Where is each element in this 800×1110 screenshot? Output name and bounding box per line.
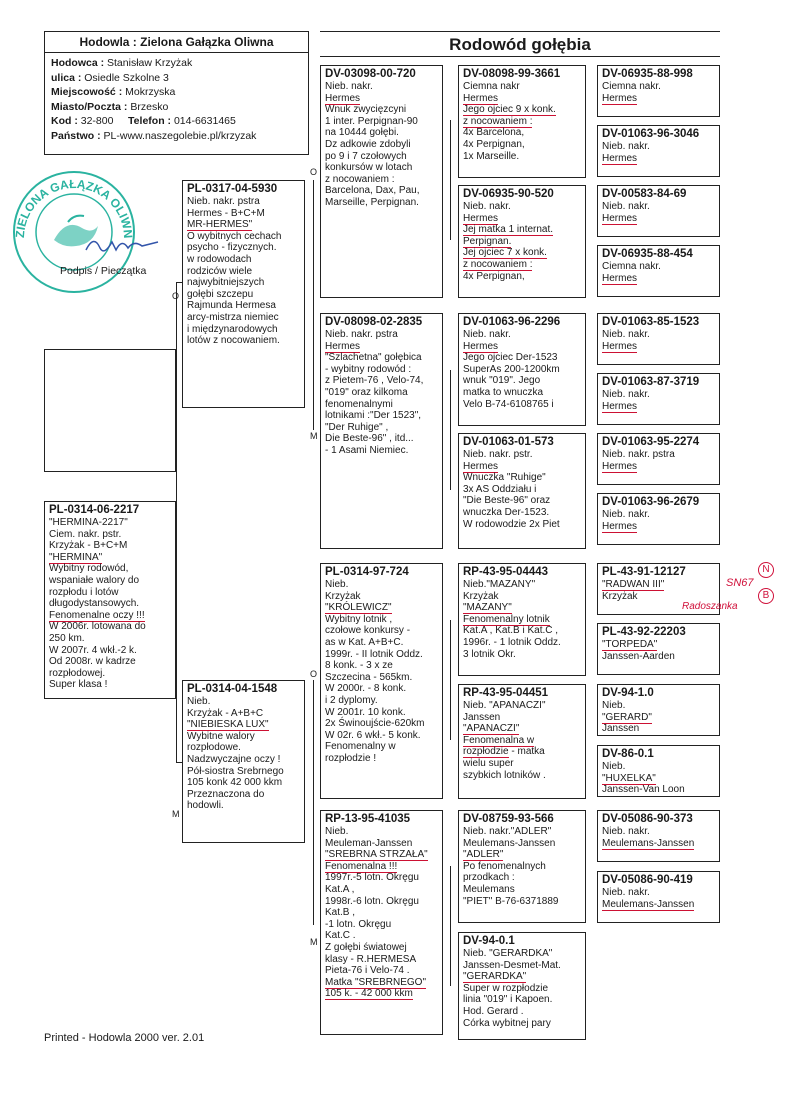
subject-ring-number: PL-0314-06-2217	[49, 504, 140, 516]
gen4-ring-number: DV-01063-87-3719	[602, 376, 700, 388]
signature-icon	[82, 230, 162, 260]
svg-text:ZIELONA GAŁĄZKA OLIWNA: ZIELONA GAŁĄZKA OLIWN	[12, 176, 136, 239]
loft-title: Hodowla : Zielona Gałązka Oliwna	[45, 32, 308, 53]
gen4-description: Nieb. nakr.	[602, 141, 650, 152]
mother-pigeon: PL-0314-04-1548 Nieb. Krzyżak - A+B+C "NIEBIESKA LUX" Wybitne walory rozpłodowe. Nadzwyczajne oczy ! Pół-siostra Srebrnego 105 konk 42 000 kkm Przeznaczona do hodowli.	[182, 680, 305, 843]
gen4-ring-number: PL-43-92-22203	[602, 626, 686, 638]
gen4-ring-number: DV-05086-90-373	[602, 813, 693, 825]
gen4-breeder: Krzyżak	[602, 590, 638, 602]
gen4-description: Nieb. nakr.	[602, 826, 650, 837]
gen4-breeder: Janssen-Aarden	[602, 650, 675, 662]
dam-marker: M	[172, 809, 180, 819]
gen4-name: Meulemans-Janssen	[602, 898, 695, 910]
gen4-description: Ciemna nakr.	[602, 261, 661, 272]
gen4-description: Nieb. nakr.	[602, 329, 650, 340]
father-pigeon: PL-0317-04-5930 Nieb. nakr. pstra Hermes - B+C+M MR-HERMES" O wybitnych cechach psycho - fizycznych. w rodowodach rodziców wiele najwybitniejszych gołębi szczepu Rajmunda Hermesa arcy-mistrza niemiec i międzynarodowych lotów z nocowaniem.	[182, 180, 305, 408]
gen4-name: Hermes	[602, 92, 638, 104]
photo-box	[44, 349, 176, 472]
handwritten-note-radoszanka: Radoszanka	[682, 601, 738, 612]
gen4-ring-number: DV-01063-96-3046	[602, 128, 700, 140]
fmf-pigeon: DV-01063-96-2296 Nieb. nakr. Hermes Jego ojciec Der-1523 SuperAs 200-1200km wnuk "019". Jego matka to wnuczka Velo B-74-6108765 i	[458, 313, 586, 426]
gen4-name: Hermes	[602, 212, 638, 224]
gen4-pigeon	[597, 373, 720, 425]
gen4-ring-number: DV-06935-88-454	[602, 248, 693, 260]
gen4-pigeon	[597, 810, 720, 862]
gen4-name: Meulemans-Janssen	[602, 837, 695, 849]
document-title: Rodowód gołębia	[320, 31, 720, 57]
handwritten-note-sn: SN67	[726, 577, 754, 589]
gen4-pigeon	[597, 493, 720, 545]
breeder-row: Hodowca : Stanisław Krzyżak	[51, 57, 193, 69]
gen4-ring-number: DV-01063-95-2274	[602, 436, 700, 448]
gen4-name: Hermes	[602, 152, 638, 164]
gen4-name: Hermes	[602, 272, 638, 284]
gen4-description: Nieb.	[602, 761, 626, 772]
gen4-pigeon	[597, 871, 720, 923]
mm-pigeon: RP-13-95-41035 Nieb. Meuleman-Janssen "SREBRNA STRZAŁA" Fenomenalna !!! 1997r.-5 lotn. Okręgu Kat.A , 1998r.-6 lotn. Okręgu Kat.B , -1 lotn. Okręgu Kat.C . Z gołębi światowej klasy - R.HERMESA Pieta-76 i Velo-74 . Matka "SREBRNEGO" 105 k. - 42 000 kkm	[320, 810, 443, 1035]
town-row: Miejscowość : Mokrzyska	[51, 86, 176, 98]
street-row: ulica : Osiedle Szkolne 3	[51, 71, 169, 84]
gen4-ring-number: DV-94-1.0	[602, 687, 654, 699]
fmm-pigeon: DV-01063-01-573 Nieb. nakr. pstr. Hermes Wnuczka "Ruhige" 3x AS Oddziału i "Die Beste-96" oraz wnuczka Der-1523. W rodowodzie 2x Piet	[458, 433, 586, 549]
gen4-pigeon	[597, 65, 720, 117]
gen4-pigeon	[597, 684, 720, 736]
gen4-pigeon	[597, 433, 720, 485]
ffm-pigeon: DV-06935-90-520 Nieb. nakr. Hermes Jej matka 1 internat. Perpignan. Jej ojciec 7 x konk. z nocowaniem : 4x Perpignan,	[458, 185, 586, 298]
gen4-ring-number: DV-00583-84-69	[602, 188, 687, 200]
gen4-breeder: Janssen-Van Loon	[602, 784, 685, 796]
footer-printed: Printed - Hodowla 2000 ver. 2.01	[44, 1032, 205, 1044]
father-name: MR-HERMES"	[187, 219, 253, 231]
gen4-ring-number: DV-86-0.1	[602, 748, 654, 760]
gen4-name: Hermes	[602, 460, 638, 472]
gen4-pigeon	[597, 313, 720, 365]
handwritten-circle-b: B	[758, 588, 774, 604]
code-phone-row: Kod : 32-800 Telefon : 014-6631465	[51, 115, 236, 127]
breeder-info-box	[44, 31, 309, 155]
mmm-pigeon: DV-94-0.1 Nieb. "GERARDKA" Janssen-Desmet-Mat. "GERARDKA" Super w rozpłodzie linia "019" i Kapoen. Hod. Gerard . Córka wybitnej pary	[458, 932, 586, 1040]
gen4-description: Nieb.	[602, 700, 626, 711]
gen4-ring-number: PL-43-91-12127	[602, 566, 686, 578]
mmf-pigeon: DV-08759-93-566 Nieb. nakr."ADLER" Meulemans-Janssen "ADLER" Po fenomenalnych przodkach : Meulemans "PIET" B-76-6371889	[458, 810, 586, 923]
gen4-ring-number: DV-01063-85-1523	[602, 316, 700, 328]
gen4-ring-number: DV-01063-96-2679	[602, 496, 700, 508]
gen4-name: "TORPEDA"	[602, 639, 658, 650]
gen4-name: "HUXELKA"	[602, 772, 656, 784]
mother-ring-number: PL-0314-04-1548	[187, 683, 278, 695]
connector	[176, 282, 177, 762]
fff-pigeon: DV-08098-99-3661 Ciemna nakr Hermes Jego ojciec 9 x konk. z nocowaniem : 4x Barcelona, 4x Perpignan, 1x Marseille.	[458, 65, 586, 178]
gen4-name: "GERARD"	[602, 711, 652, 723]
handwritten-circle-n: N	[758, 562, 774, 578]
subject-name: "HERMINA"	[49, 551, 103, 563]
gen4-pigeon	[597, 245, 720, 297]
gen4-name: Hermes	[602, 520, 638, 532]
fm-pigeon: DV-08098-02-2835 Nieb. nakr. pstra Hermes "Szlachetna" gołębica - wybitny rodowód : z Pietem-76 , Velo-74, "019" oraz kilkoma fenomenalnymi lotnikami :"Der 1523", "Der Ruhige" , Die Beste-96" , itd... - 1 Asami Niemiec.	[320, 313, 443, 549]
gen4-breeder: Janssen	[602, 723, 640, 735]
gen4-description: Nieb. nakr. pstra	[602, 449, 675, 460]
city-row: Miasto/Poczta : Brzesko	[51, 100, 169, 113]
mother-name: "NIEBIESKA LUX"	[187, 719, 269, 731]
gen4-ring-number: DV-06935-88-998	[602, 68, 693, 80]
gen4-pigeon	[597, 125, 720, 177]
gen4-pigeon	[597, 623, 720, 675]
father-ring-number: PL-0317-04-5930	[187, 183, 278, 195]
gen4-description: Nieb. nakr.	[602, 389, 650, 400]
gen4-ring-number: DV-05086-90-419	[602, 874, 693, 886]
sire-marker: O	[172, 291, 180, 301]
mfm-pigeon: RP-43-95-04451 Nieb. "APANACZI" Janssen "APANACZI" Fenomenalna w rozpłodzie - matka wielu super szybkich lotników .	[458, 684, 586, 799]
gen4-description: Nieb. nakr.	[602, 887, 650, 898]
country-row: Państwo : PL-www.naszegolebie.pl/krzyzak	[51, 129, 257, 142]
gen4-name: "RADWAN III"	[602, 579, 665, 590]
gen4-description: Ciemna nakr.	[602, 81, 661, 92]
gen4-name: Hermes	[602, 340, 638, 352]
mf-pigeon: PL-0314-97-724 Nieb. Krzyżak "KRÓLEWICZ" Wybitny lotnik , czołowe konkursy - as w Kat. A+B+C. 1999r. - II lotnik Oddz. 8 konk. - 3 x ze Szczecina - 565km. W 2000r. - 8 konk. i 2 dyplomy. W 2001r. 10 konk. 2x Świnoujście-620km W 02r. 6 wkł.- 5 konk. Fenomenalny w rozpłodzie !	[320, 563, 443, 799]
stamp-caption: Podpis / Pieczątka	[60, 265, 147, 277]
gen4-name: Hermes	[602, 400, 638, 412]
gen4-description: Nieb. nakr.	[602, 509, 650, 520]
gen4-pigeon	[597, 745, 720, 797]
ff-pigeon: DV-03098-00-720 Nieb. nakr. Hermes Wnuk zwycięzcyni 1 inter. Perpignan-90 na 10444 gołębi. Dz adkowie zdobyli po 9 i 7 czołowych konkursów w lotach z nocowaniem : Barcelona, Dax, Pau, Marseille, Perpignan.	[320, 65, 443, 298]
subject-pigeon: PL-0314-06-2217 "HERMINA-2217" Ciem. nakr. pstr. Krzyżak - B+C+M "HERMINA" Wybitny rodowód, wspaniałe walory do rozpłodu i lotów długodystansowych. Fenomenalne oczy !!! W 2006r. lotowana do 250 km. W 2007r. 4 wkł.-2 k. Od 2008r. w kadrze rozpłodowej. Super klasa !	[44, 501, 176, 699]
gen4-description: Nieb. nakr.	[602, 201, 650, 212]
gen4-pigeon	[597, 185, 720, 237]
mff-pigeon: RP-43-95-04443 Nieb."MAZANY" Krzyżak "MAZANY" Fenomenalny lotnik Kat.A , Kat.B i Kat.C , 1996r. - 1 lotnik Oddz. 3 lotnik Okr.	[458, 563, 586, 676]
